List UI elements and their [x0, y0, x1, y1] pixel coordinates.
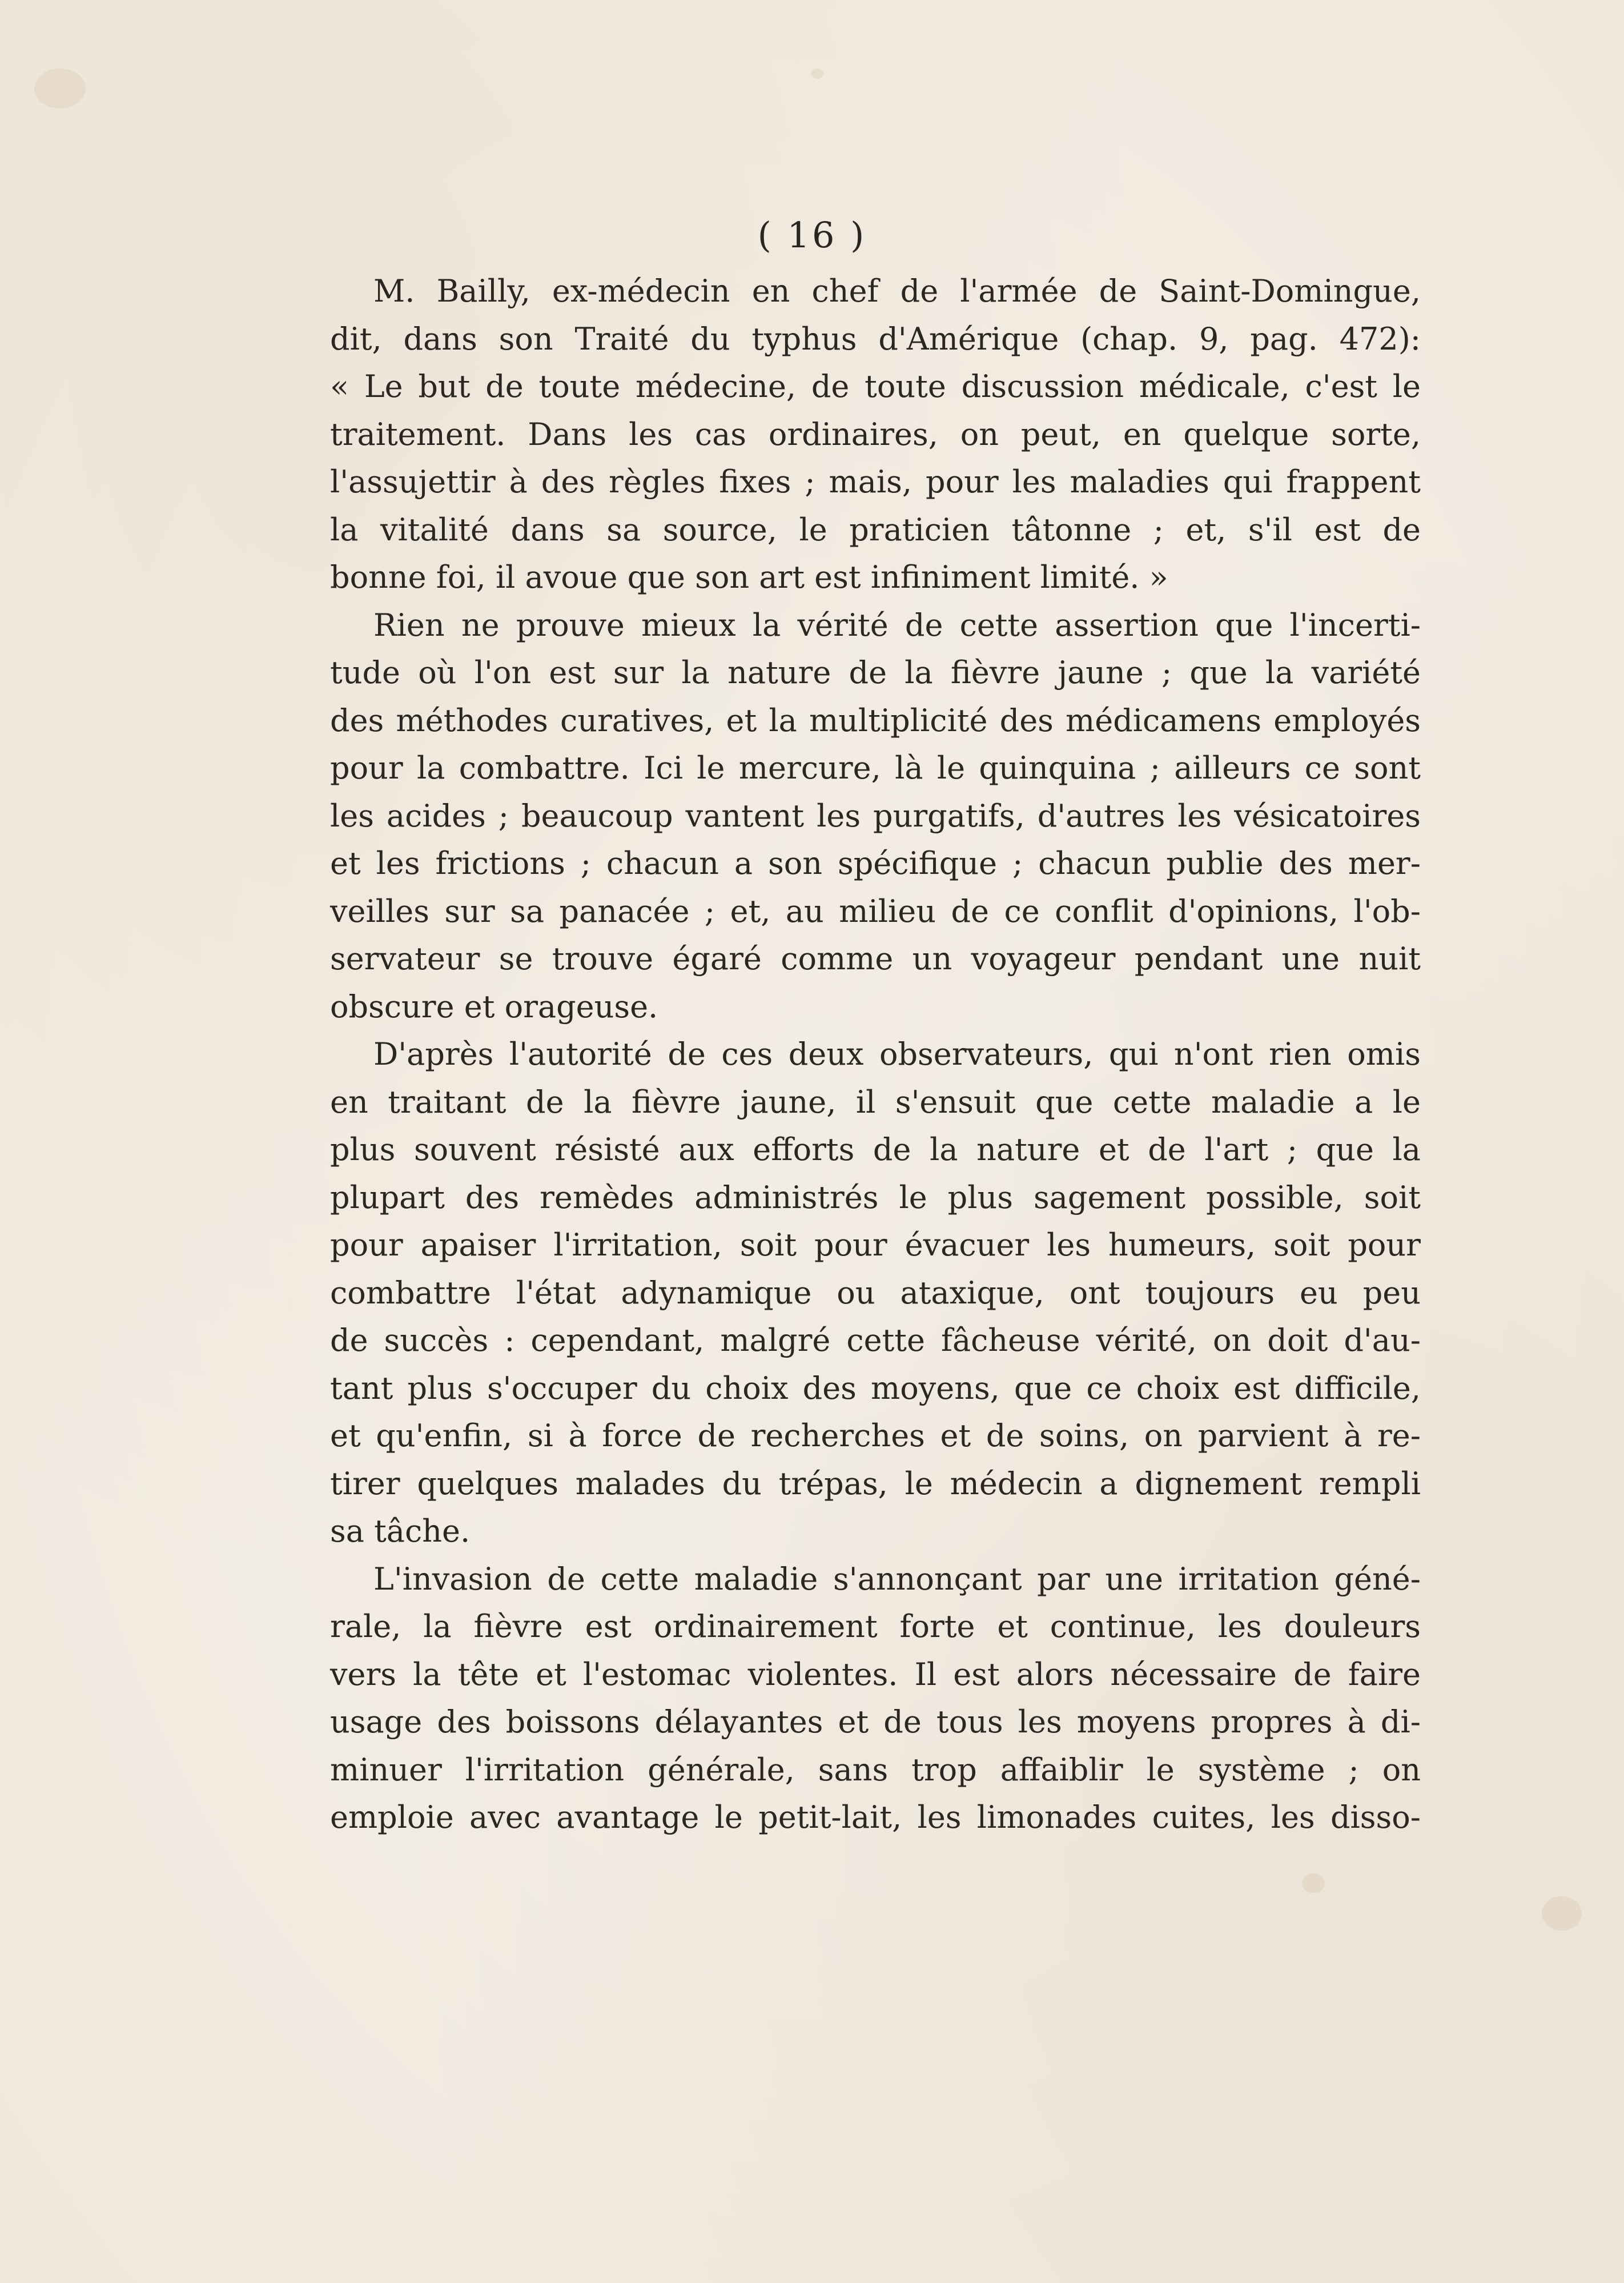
text-line: les acides ; beaucoup vantent les purgatifs, d'autres les vésicatoires [330, 797, 1421, 834]
text-line: « Le but de toute médecine, de toute discussion médicale, c'est le [330, 368, 1421, 404]
text-line: l'assujettir à des règles fixes ; mais, pour les maladies qui frappent [330, 464, 1421, 500]
text-line: tant plus s'occuper du choix des moyens, que ce choix est difficile, [330, 1370, 1421, 1406]
paper-stain [34, 69, 86, 109]
text-line: en traitant de la fièvre jaune, il s'ensuit que cette maladie a le [330, 1084, 1421, 1120]
text-line: dit, dans son Traité du typhus d'Amérique (chap. 9, pag. 472): [330, 320, 1421, 357]
text-line: plupart des remèdes administrés le plus sagement possible, soit [330, 1179, 1421, 1215]
text-line: et qu'enfin, si à force de recherches et de soins, on parvient à re- [330, 1418, 1421, 1454]
text-line: traitement. Dans les cas ordinaires, on peut, en quelque sorte, [330, 416, 1421, 452]
text-line: D'après l'autorité de ces deux observateurs, qui n'ont rien omis [373, 1036, 1421, 1072]
text-line: usage des boissons délayantes et de tous les moyens propres à di- [330, 1704, 1421, 1740]
page-number: ( 16 ) [757, 214, 867, 256]
text-line: plus souvent résisté aux efforts de la nature et de l'art ; que la [330, 1132, 1421, 1167]
text-line: tude où l'on est sur la nature de la fièvre jaune ; que la variété [330, 655, 1421, 691]
paragraph [330, 1030, 1421, 1555]
text-line: de succès : cependant, malgré cette fâcheuse vérité, on doit d'au- [330, 1322, 1421, 1358]
paragraph [330, 601, 1421, 1031]
paper-stain [1542, 1896, 1582, 1931]
text-line: bonne foi, il avoue que son art est infiniment limité. » [330, 559, 1168, 595]
text-line: veilles sur sa panacée ; et, au milieu de ce conflit d'opinions, l'ob- [330, 893, 1421, 929]
paragraph [330, 1555, 1421, 1841]
body-text [330, 267, 1421, 1841]
text-line: pour apaiser l'irritation, soit pour évacuer les humeurs, soit pour [330, 1227, 1421, 1263]
text-line: pour la combattre. Ici le mercure, là le quinquina ; ailleurs ce sont [330, 750, 1421, 786]
text-line: tirer quelques malades du trépas, le médecin a dignement rempli [330, 1465, 1421, 1502]
text-line: emploie avec avantage le petit-lait, les limonades cuites, les disso- [330, 1799, 1421, 1835]
text-line: des méthodes curatives, et la multiplicité des médicamens employés [330, 702, 1421, 739]
text-line: et les frictions ; chacun a son spécifique ; chacun publie des mer- [330, 845, 1421, 881]
paper-stain [811, 69, 823, 79]
text-line: M. Bailly, ex-médecin en chef de l'armée de Saint-Domingue, [373, 273, 1421, 309]
text-line: Rien ne prouve mieux la vérité de cette assertion que l'incerti- [373, 607, 1421, 643]
text-line: L'invasion de cette maladie s'annonçant par une irritation géné- [373, 1560, 1421, 1597]
text-line: la vitalité dans sa source, le praticien tâtonne ; et, s'il est de [330, 511, 1421, 548]
text-line: obscure et orageuse. [330, 988, 658, 1025]
text-line: rale, la fièvre est ordinairement forte et continue, les douleurs [330, 1608, 1421, 1644]
text-line: vers la tête et l'estomac violentes. Il est alors nécessaire de faire [330, 1656, 1421, 1692]
text-line: combattre l'état adynamique ou ataxique, ont toujours eu peu [330, 1274, 1421, 1311]
paragraph [330, 267, 1421, 601]
text-line: servateur se trouve égaré comme un voyageur pendant une nuit [330, 941, 1421, 977]
paper-stain [1302, 1873, 1325, 1893]
text-line: sa tâche. [330, 1513, 471, 1549]
text-line: minuer l'irritation générale, sans trop affaiblir le système ; on [330, 1751, 1421, 1788]
